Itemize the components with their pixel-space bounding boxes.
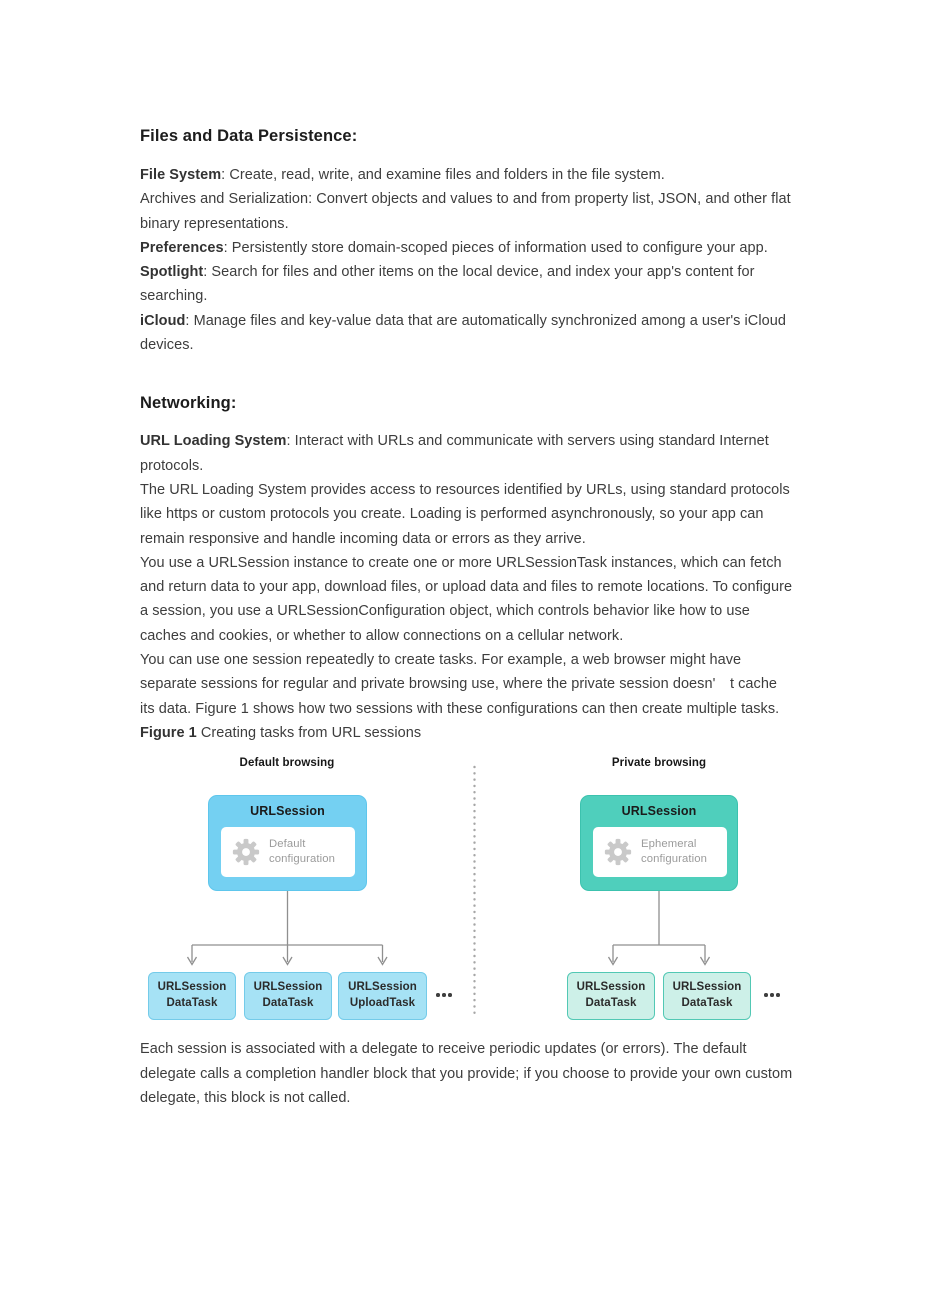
- text-run: : Manage files and key-value data that are automatically synchronized among a user's iCloud devices.: [140, 312, 786, 354]
- ephemeral-configuration-box: [593, 827, 727, 877]
- text-run: : Create, read, write, and examine files and folders in the file system.: [221, 167, 665, 183]
- default-configuration-box: [221, 827, 355, 877]
- figure-caption-label: Figure 1: [140, 724, 197, 741]
- section-heading-files: Files and Data Persistence:: [140, 127, 358, 145]
- task-box-datatask-1: URLSession DataTask: [148, 972, 236, 1020]
- section-heading-networking: Networking:: [140, 394, 237, 413]
- term-file-system: File System: [140, 167, 222, 183]
- task-box-uploadtask: URLSession UploadTask: [338, 972, 427, 1020]
- default-session-box: [208, 795, 367, 891]
- ellipsis-icon: [436, 993, 452, 997]
- text-run: The URL Loading System provides access to resources identified by URLs, using standard protocols like https or custom protocols you create. Loading is performed asynchronously, so your app can remain responsive and handle incoming data or errors as they arrive.: [140, 481, 790, 547]
- task-box-private-datatask-1: URLSession DataTask: [567, 972, 655, 1020]
- figure-caption: [140, 721, 795, 745]
- figure-caption-text: Creating tasks from URL sessions: [196, 724, 422, 741]
- gear-icon: [603, 837, 633, 867]
- paragraph-archives: [140, 187, 795, 236]
- term-spotlight: Spotlight: [140, 264, 204, 281]
- default-configuration-label: Default configuration: [269, 837, 335, 866]
- text-run: : Interact with URLs and communicate with servers using standard Internet protocols.: [140, 433, 769, 474]
- ephemeral-configuration-label: Ephemeral configuration: [641, 837, 707, 866]
- task-box-private-datatask-2: URLSession DataTask: [663, 972, 751, 1020]
- text-run: You can use one session repeatedly to create tasks. For example, a web browser might have separate sessions for regular and private browsing use, where the private session doesn' t cache its data. Figure 1 shows how two sessions with these configurations can then create multiple tasks.: [140, 652, 780, 717]
- gear-icon: [231, 837, 261, 867]
- paragraph-file-system: [140, 163, 795, 187]
- private-session-label: URLSession: [621, 804, 697, 819]
- text-run: Archives and Serialization: Convert objects and values to and from property list, JSON, and other flat binary representations.: [140, 191, 791, 232]
- term-preferences: Preferences: [140, 239, 224, 256]
- figure-1-diagram: [140, 757, 790, 1023]
- paragraph-spotlight: [140, 260, 795, 309]
- paragraph-delegate: [140, 1037, 795, 1110]
- text-run: : Search for files and other items on the local device, and index your app's content for searching.: [140, 264, 755, 305]
- default-session-label: URLSession: [250, 804, 325, 819]
- term-url-loading-system: URL Loading System: [140, 433, 287, 450]
- paragraph-url-loading: [140, 429, 795, 478]
- paragraph-session-reuse: [140, 648, 795, 721]
- ellipsis-icon: [764, 993, 780, 997]
- paragraph-url-loading-detail: [140, 478, 795, 551]
- document-page: [140, 126, 795, 1110]
- text-run: You use a URLSession instance to create one or more URLSessionTask instances, which can fetch and return data to your app, download files, or upload data and files to remote locations. To configure a session, you use a URLSessionConfiguration object, which controls behavior like how to use caches and cookies, or whether to allow connections on a cellular network.: [140, 554, 793, 644]
- task-box-datatask-2: URLSession DataTask: [244, 972, 332, 1020]
- panel-title-default-browsing: Default browsing: [239, 757, 335, 770]
- paragraph-preferences: [140, 236, 795, 260]
- paragraph-icloud: [140, 309, 795, 358]
- text-run: Each session is associated with a delegate to receive periodic updates (or errors). The default delegate calls a completion handler block that you provide; if you choose to provide your own custom delegate, this block is not called.: [140, 1041, 793, 1106]
- paragraph-urlsession-detail: [140, 551, 795, 648]
- term-icloud: iCloud: [140, 312, 186, 329]
- text-run: : Persistently store domain-scoped pieces of information used to configure your app.: [223, 239, 768, 256]
- private-session-box: [580, 795, 738, 891]
- panel-title-private-browsing: Private browsing: [611, 757, 707, 770]
